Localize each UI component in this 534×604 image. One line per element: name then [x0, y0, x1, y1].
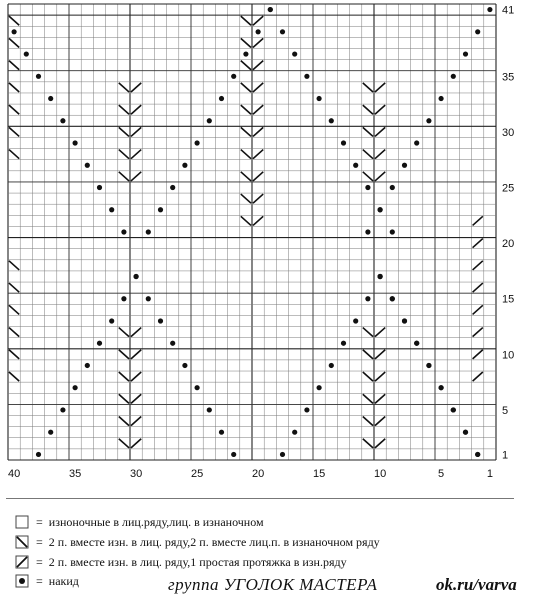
- yarn-over-mark: [207, 118, 212, 123]
- yarn-over-mark: [134, 274, 139, 279]
- yarn-over-mark: [243, 51, 248, 56]
- yarn-over-mark: [329, 363, 334, 368]
- yarn-over-mark: [60, 118, 65, 123]
- yarn-over-mark: [48, 430, 53, 435]
- yarn-over-mark: [475, 452, 480, 457]
- yarn-over-mark: [109, 318, 114, 323]
- yarn-over-mark: [170, 341, 175, 346]
- yarn-over-mark: [36, 452, 41, 457]
- column-number-label: 5: [438, 468, 445, 480]
- yarn-over-mark: [109, 207, 114, 212]
- yarn-over-mark: [219, 96, 224, 101]
- yarn-over-mark: [12, 29, 17, 34]
- column-number-label: 30: [129, 468, 143, 480]
- column-number-label: 15: [312, 468, 326, 480]
- row-number-label: 10: [502, 349, 515, 362]
- yarn-over-mark: [365, 229, 370, 234]
- column-number-label: 20: [251, 468, 265, 480]
- yarn-over-mark: [97, 185, 102, 190]
- yarn-over-mark: [304, 407, 309, 412]
- column-number-label: 25: [190, 468, 204, 480]
- yarn-over-mark: [36, 74, 41, 79]
- legend-item-yarn-over: [14, 572, 79, 590]
- yarn-over-mark: [73, 140, 78, 145]
- yarn-over-mark: [195, 140, 200, 145]
- row-number-label: 41: [502, 4, 515, 17]
- row-number-label: 20: [502, 238, 515, 251]
- legend-item-left-decrease: [14, 533, 380, 551]
- yarn-over-icon: [14, 573, 30, 589]
- column-number-label: 35: [68, 468, 82, 480]
- yarn-over-mark: [292, 430, 297, 435]
- yarn-over-mark: [170, 185, 175, 190]
- yarn-over-mark: [317, 96, 322, 101]
- yarn-over-mark: [280, 29, 285, 34]
- chart-grid: [8, 4, 496, 460]
- row-number-label: 25: [502, 182, 515, 195]
- yarn-over-mark: [378, 207, 383, 212]
- yarn-over-mark: [121, 296, 126, 301]
- legend-equals: =: [36, 554, 43, 569]
- yarn-over-mark: [402, 163, 407, 168]
- yarn-over-mark: [24, 51, 29, 56]
- yarn-over-mark: [280, 452, 285, 457]
- legend-equals: =: [36, 534, 43, 549]
- yarn-over-mark: [426, 363, 431, 368]
- yarn-over-mark: [317, 385, 322, 390]
- yarn-over-mark: [60, 407, 65, 412]
- yarn-over-mark: [97, 341, 102, 346]
- yarn-over-mark: [304, 74, 309, 79]
- yarn-over-mark: [146, 229, 151, 234]
- yarn-over-mark: [207, 407, 212, 412]
- legend-equals: =: [36, 514, 43, 529]
- yarn-over-mark: [85, 363, 90, 368]
- yarn-over-mark: [219, 430, 224, 435]
- yarn-over-mark: [182, 363, 187, 368]
- yarn-over-mark: [256, 29, 261, 34]
- yarn-over-mark: [439, 96, 444, 101]
- yarn-over-mark: [439, 385, 444, 390]
- yarn-over-mark: [414, 140, 419, 145]
- yarn-over-mark: [390, 296, 395, 301]
- yarn-over-mark: [451, 407, 456, 412]
- legend-separator: [6, 498, 514, 499]
- yarn-over-mark: [341, 341, 346, 346]
- yarn-over-mark: [195, 385, 200, 390]
- yarn-over-mark: [365, 185, 370, 190]
- yarn-over-mark: [463, 51, 468, 56]
- yarn-over-mark: [341, 140, 346, 145]
- yarn-over-mark: [231, 452, 236, 457]
- row-number-label: 5: [502, 404, 509, 417]
- yarn-over-mark: [426, 118, 431, 123]
- row-number-label: 15: [502, 293, 515, 306]
- yarn-over-mark: [353, 318, 358, 323]
- yarn-over-mark: [73, 385, 78, 390]
- yarn-over-mark: [329, 118, 334, 123]
- yarn-over-mark: [378, 274, 383, 279]
- yarn-over-mark: [402, 318, 407, 323]
- yarn-over-mark: [85, 163, 90, 168]
- yarn-over-mark: [353, 163, 358, 168]
- yarn-over-mark: [268, 7, 273, 12]
- yarn-over-mark: [48, 96, 53, 101]
- yarn-over-mark: [146, 296, 151, 301]
- yarn-over-mark: [121, 229, 126, 234]
- empty-cell-icon: [14, 514, 30, 530]
- legend-item-right-decrease: [14, 553, 347, 571]
- column-number-label: 10: [373, 468, 387, 480]
- yarn-over-mark: [292, 51, 297, 56]
- row-number-label: 30: [502, 126, 515, 139]
- legend-text-purl: изноночные в лиц.ряду,лиц. в изнаночном: [48, 514, 264, 529]
- yarn-over-mark: [390, 229, 395, 234]
- column-number-label: 1: [486, 468, 493, 480]
- yarn-over-mark: [158, 207, 163, 212]
- column-number-labels: [8, 468, 493, 480]
- row-number-label: 35: [502, 71, 515, 84]
- legend-text-yarn-over: накид: [48, 573, 79, 588]
- legend-text-left-decrease: 2 п. вместе изн. в лиц. ряду,2 п. вместе лиц.п. в изнаночном ряду: [48, 534, 380, 549]
- yarn-over-mark: [451, 74, 456, 79]
- yarn-over-mark: [390, 185, 395, 190]
- yarn-over-mark: [463, 430, 468, 435]
- yarn-over-mark: [231, 74, 236, 79]
- yarn-over-mark: [158, 318, 163, 323]
- row-number-labels: [502, 5, 514, 462]
- yarn-over-mark: [414, 341, 419, 346]
- group-name: группа УГОЛОК МАСТЕРА: [168, 575, 378, 594]
- column-number-label: 40: [7, 468, 21, 480]
- legend-item-purl: [14, 513, 264, 531]
- yarn-over-mark: [487, 7, 492, 12]
- left-decrease-icon: [14, 534, 30, 550]
- yarn-over-mark: [475, 29, 480, 34]
- yarn-over-mark: [182, 163, 187, 168]
- site-link: ok.ru/varva: [436, 575, 517, 594]
- yarn-over-mark: [365, 296, 370, 301]
- legend-text-right-decrease: 2 п. вместе изн. в лиц. ряду,1 простая протяжка в изн.ряду: [48, 554, 347, 569]
- legend-equals: =: [36, 573, 43, 588]
- row-number-label: 1: [502, 449, 509, 462]
- right-decrease-icon: [14, 554, 30, 570]
